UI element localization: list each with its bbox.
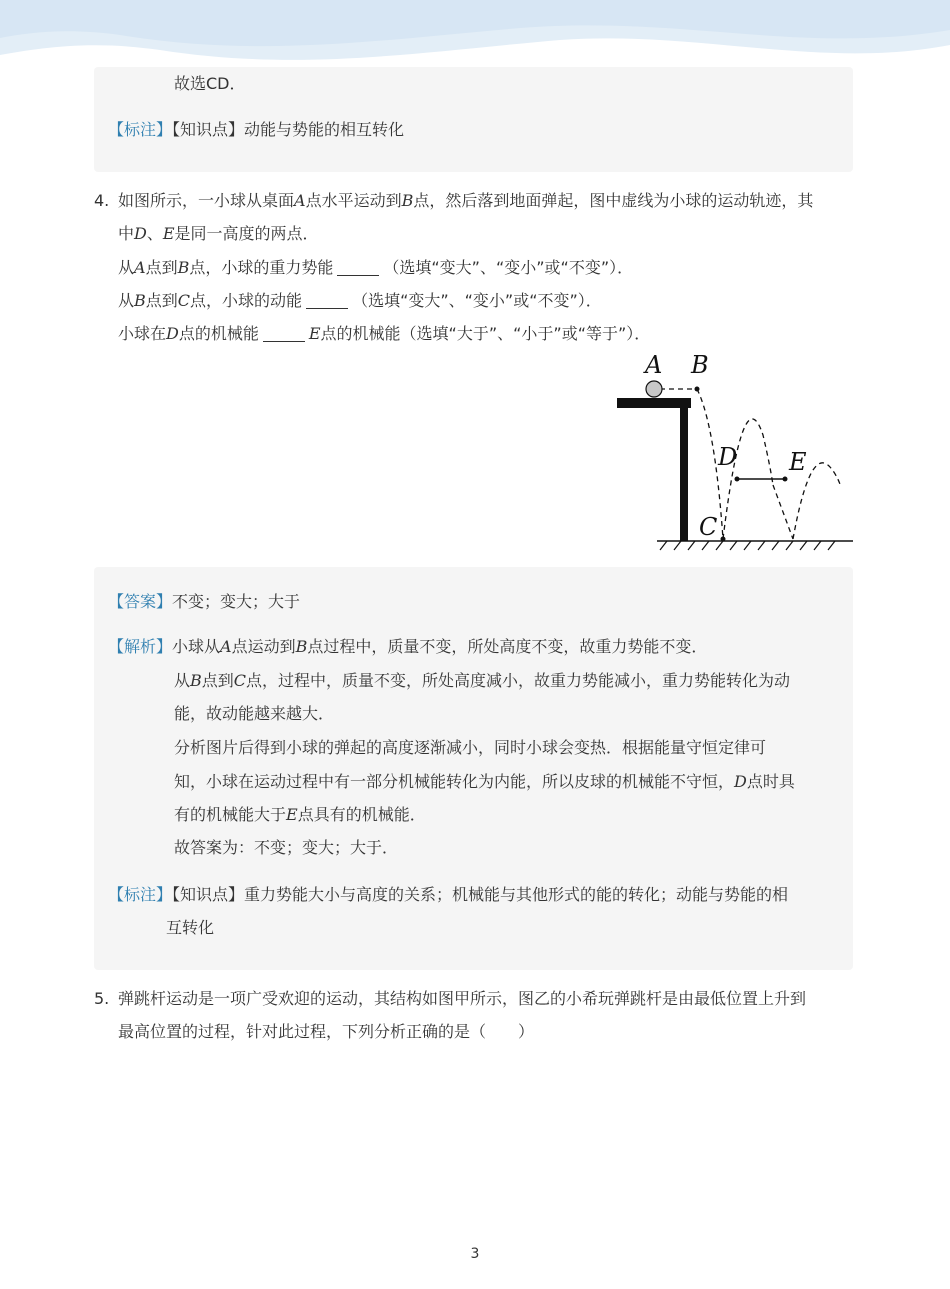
q4-answer-box [94,567,853,970]
q4-analysis-l6: 有的机械能大于E点具有的机械能． [174,805,426,824]
answer-blank-1[interactable] [337,261,379,276]
header-wave-decoration [0,0,950,75]
q4-analysis-l2: 从B点到C点，过程中，质量不变，所处高度减小，故重力势能减小，重力势能转化为动 [174,671,791,690]
prev-conclusion: 故选CD． [174,74,246,93]
label-a: A [645,351,663,379]
ball [646,381,662,397]
answer-text: 不变；变大；大于 [172,592,301,611]
q4-analysis-l1: 【解析】小球从A点运动到B点过程中，质量不变，所处高度不变，故重力势能不变． [108,637,708,656]
q4-analysis-l4: 分析图片后得到小球的弹起的高度逐渐减小，同时小球会变热．根据能量守恒定律可 [174,738,767,757]
q5-line2: 最高位置的过程，针对此过程，下列分析正确的是（ ） [118,1022,535,1041]
q4-biaozhu-l1: 【标注】【知识点】重力势能大小与高度的关系；机械能与其他形式的能的转化；动能与势能的相 [108,885,789,904]
answer-blank-2[interactable] [306,294,348,309]
prev-biaozhu [108,119,404,141]
table-leg [680,408,688,541]
q4-blank2-line: 从B点到C点，小球的动能 （选填“变大”、“变小”或“不变”）． [118,291,602,310]
answer-blank-3[interactable] [263,327,305,342]
label-e: E [789,448,807,476]
answer-label: 【答案】 [108,592,173,611]
q4-analysis-l5: 知，小球在运动过程中有一部分机械能转化为内能，所以皮球的机械能不守恒，D点时具 [174,772,795,791]
biaozhu-text: 【知识点】动能与势能的相互转化 [172,120,405,139]
ground-hatching [660,541,835,550]
q4-answer [108,591,300,613]
label-b: B [691,351,709,379]
q5-line1: 弹跳杆运动是一项广受欢迎的运动，其结构如图甲所示，图乙的小希玩弹跳杆是由最低位置上升到 [118,989,807,1008]
label-c: C [699,513,718,541]
q4-analysis-l7: 故答案为：不变；变大；大于． [174,838,399,857]
q4-analysis-l3: 能，故动能越来越大． [174,704,335,723]
q4-stem-line1: 如图所示，一小球从桌面A点水平运动到B点，然后落到地面弹起，图中虚线为小球的运动轨迹，其 [118,191,814,210]
label-d: D [718,443,738,471]
q4-stem-line2: 中D、E是同一高度的两点． [118,224,319,243]
q4-biaozhu-l2: 互转化 [166,918,215,937]
q4-blank3-line: 小球在D点的机械能 E点的机械能（选填“大于”、“小于”或“等于”）． [118,324,651,343]
point-c [721,537,726,542]
point-b [695,387,700,392]
q5-number: 5. [94,989,110,1008]
q4-number: 4. [94,191,110,210]
biaozhu-label: 【标注】 [108,885,173,904]
analysis-label: 【解析】 [108,637,173,656]
page-number: 3 [470,1246,480,1262]
trajectory-figure [605,345,855,560]
biaozhu-label: 【标注】 [108,120,173,139]
table-top [617,398,691,408]
q4-blank1-line: 从A点到B点，小球的重力势能 （选填“变大”、“变小”或“不变”）． [118,258,634,277]
